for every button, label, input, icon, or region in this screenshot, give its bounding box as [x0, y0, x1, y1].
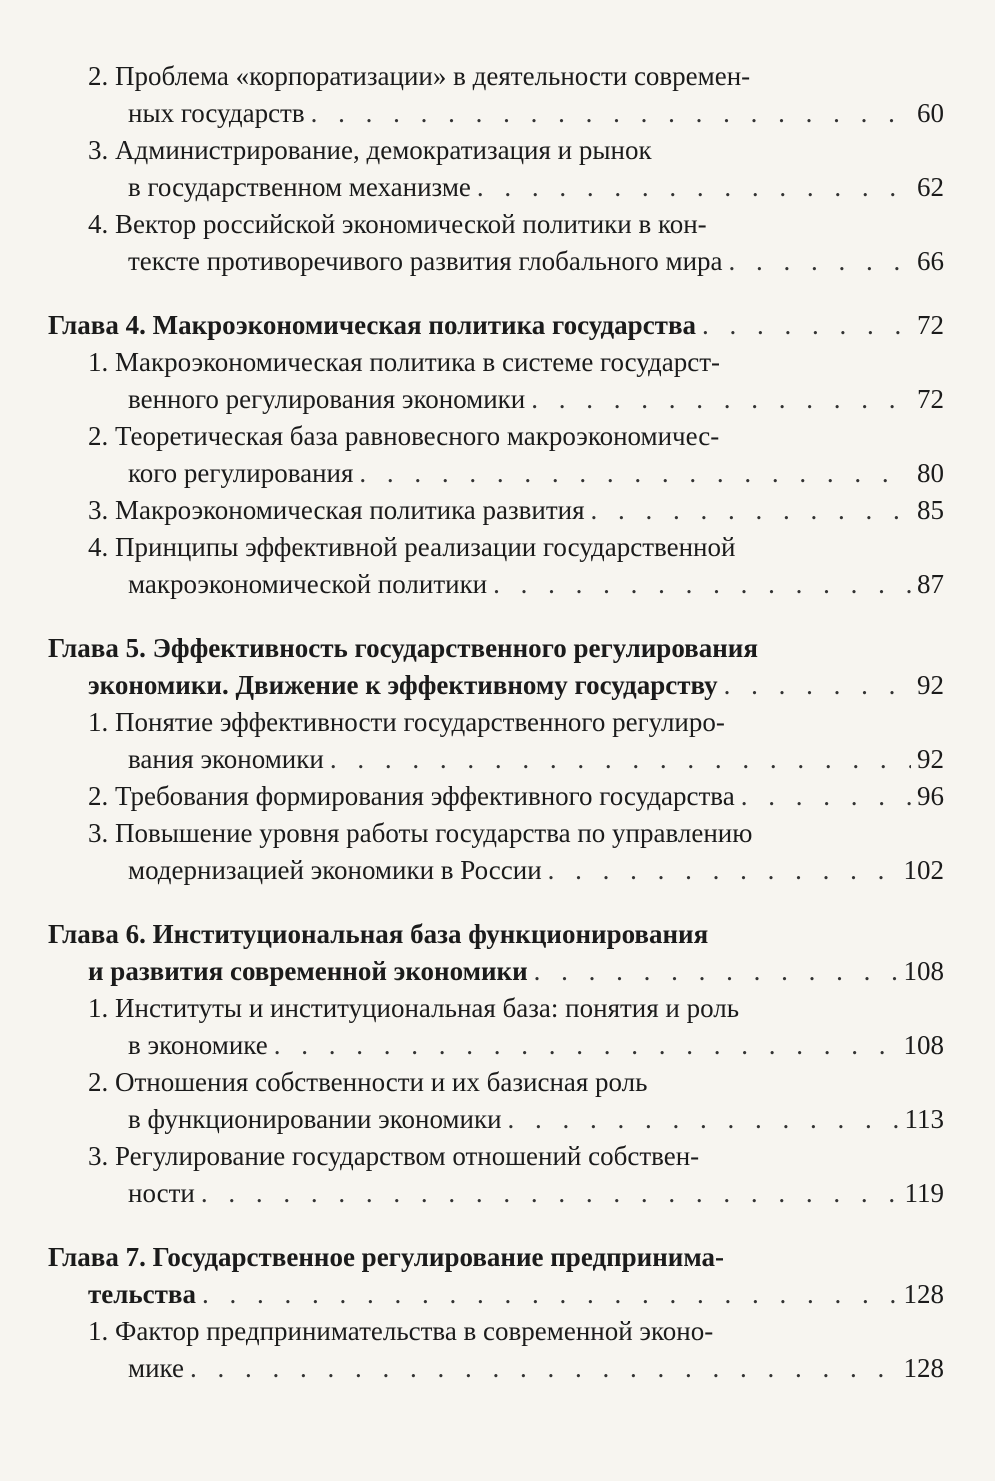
dot-leader: [591, 492, 911, 529]
dot-leader: [729, 243, 911, 280]
dot-leader: [359, 455, 911, 492]
toc-chapter[interactable]: [48, 916, 944, 990]
toc-entry-text: мике: [128, 1353, 184, 1383]
toc-item[interactable]: [48, 778, 944, 815]
toc-item[interactable]: [48, 206, 944, 280]
toc-item[interactable]: [48, 492, 944, 529]
toc-entry-text: венного регулирования экономики: [128, 384, 526, 414]
toc-item[interactable]: [48, 344, 944, 418]
toc-entry-text: 3. Повышение уровня работы государства по управлению: [88, 818, 753, 848]
toc-entry-text: 1. Фактор предпринимательства в современной эконо-: [88, 1316, 714, 1346]
page-number: 60: [917, 98, 944, 128]
dot-leader: [548, 852, 898, 889]
toc-entry-text: 4. Вектор российской экономической политики в кон-: [88, 209, 707, 239]
page-number: 92: [917, 670, 944, 700]
dot-leader: [493, 566, 911, 603]
toc-section: [48, 307, 944, 603]
toc-section: [48, 58, 944, 280]
dot-leader: [202, 1276, 898, 1313]
toc-chapter[interactable]: [48, 630, 944, 704]
toc-entry-text: 1. Институты и институциональная база: понятия и роль: [88, 993, 740, 1023]
dot-leader: [311, 95, 911, 132]
toc-entry-text: 4. Принципы эффективной реализации государственной: [88, 532, 736, 562]
dot-leader: [702, 307, 911, 344]
page-number: 92: [917, 744, 944, 774]
page-number: 87: [917, 569, 944, 599]
page-number: 108: [903, 1030, 944, 1060]
dot-leader: [274, 1027, 898, 1064]
dot-leader: [531, 381, 911, 418]
page-number: 128: [903, 1279, 944, 1309]
toc-item[interactable]: [48, 132, 944, 206]
toc-chapter[interactable]: [48, 307, 944, 344]
toc-item[interactable]: [48, 58, 944, 132]
toc-entry-text: 1. Макроэкономическая политика в системе государст-: [88, 347, 721, 377]
toc-entry-text: Глава 6. Институциональная база функционирования: [48, 919, 709, 949]
toc-section: [48, 1239, 944, 1387]
dot-leader: [477, 169, 911, 206]
toc-entry-text: 3. Макроэкономическая политика развития: [88, 495, 585, 525]
toc-entry-text: 2. Проблема «корпоратизации» в деятельности современ-: [88, 61, 751, 91]
dot-leader: [330, 741, 911, 778]
page-number: 128: [903, 1353, 944, 1383]
toc-entry-text: 2. Требования формирования эффективного государства: [88, 781, 735, 811]
dot-leader: [201, 1175, 899, 1212]
page-number: 119: [904, 1178, 944, 1208]
toc-entry-text: ности: [128, 1178, 195, 1208]
toc-entry-text: Глава 7. Государственное регулирование предпринима-: [48, 1242, 725, 1272]
page-number: 85: [917, 495, 944, 525]
toc-entry-text: макроэкономической политики: [128, 569, 488, 599]
page-number: 113: [904, 1104, 944, 1134]
dot-leader: [508, 1101, 899, 1138]
toc-entry-text: 1. Понятие эффективности государственного регулиро-: [88, 707, 725, 737]
toc-entry-text: 2. Отношения собственности и их базисная роль: [88, 1067, 648, 1097]
toc-entry-text: Глава 5. Эффективность государственного регулирования: [48, 633, 758, 663]
toc-entry-text: в экономике: [128, 1030, 268, 1060]
toc-entry-text: тельства: [88, 1279, 196, 1309]
dot-leader: [534, 953, 898, 990]
toc-section: [48, 630, 944, 889]
toc-entry-text: 3. Регулирование государством отношений собствен-: [88, 1141, 700, 1171]
page-number: 96: [917, 781, 944, 811]
toc-section: [48, 916, 944, 1212]
toc-entry-text: модернизацией экономики в России: [128, 855, 542, 885]
toc-item[interactable]: [48, 529, 944, 603]
page-number: 72: [917, 384, 944, 414]
toc-entry-text: вания экономики: [128, 744, 324, 774]
toc-entry-text: Глава 4. Макроэкономическая политика государства: [48, 310, 697, 340]
toc-item[interactable]: [48, 1138, 944, 1212]
page-number: 102: [903, 855, 944, 885]
toc-entry-text: 2. Теоретическая база равновесного макроэкономичес-: [88, 421, 720, 451]
toc-entry-text: экономики. Движение к эффективному государству: [88, 670, 718, 700]
toc-entry-text: тексте противоречивого развития глобального мира: [128, 246, 723, 276]
dot-leader: [741, 778, 911, 815]
toc-entry-text: кого регулирования: [128, 458, 354, 488]
table-of-contents: [48, 58, 944, 1414]
toc-entry-text: ных государств: [128, 98, 305, 128]
page-number: 66: [917, 246, 944, 276]
toc-entry-text: 3. Администрирование, демократизация и рынок: [88, 135, 652, 165]
page-number: 62: [917, 172, 944, 202]
dot-leader: [724, 667, 911, 704]
toc-item[interactable]: [48, 704, 944, 778]
toc-item[interactable]: [48, 1064, 944, 1138]
page-number: 72: [917, 310, 944, 340]
toc-item[interactable]: [48, 815, 944, 889]
page-number: 108: [903, 956, 944, 986]
toc-entry-text: и развития современной экономики: [88, 956, 528, 986]
dot-leader: [190, 1350, 898, 1387]
toc-chapter[interactable]: [48, 1239, 944, 1313]
toc-entry-text: в государственном механизме: [128, 172, 471, 202]
toc-item[interactable]: [48, 990, 944, 1064]
toc-entry-text: в функционировании экономики: [128, 1104, 502, 1134]
page-number: 80: [917, 458, 944, 488]
toc-item[interactable]: [48, 1313, 944, 1387]
toc-item[interactable]: [48, 418, 944, 492]
